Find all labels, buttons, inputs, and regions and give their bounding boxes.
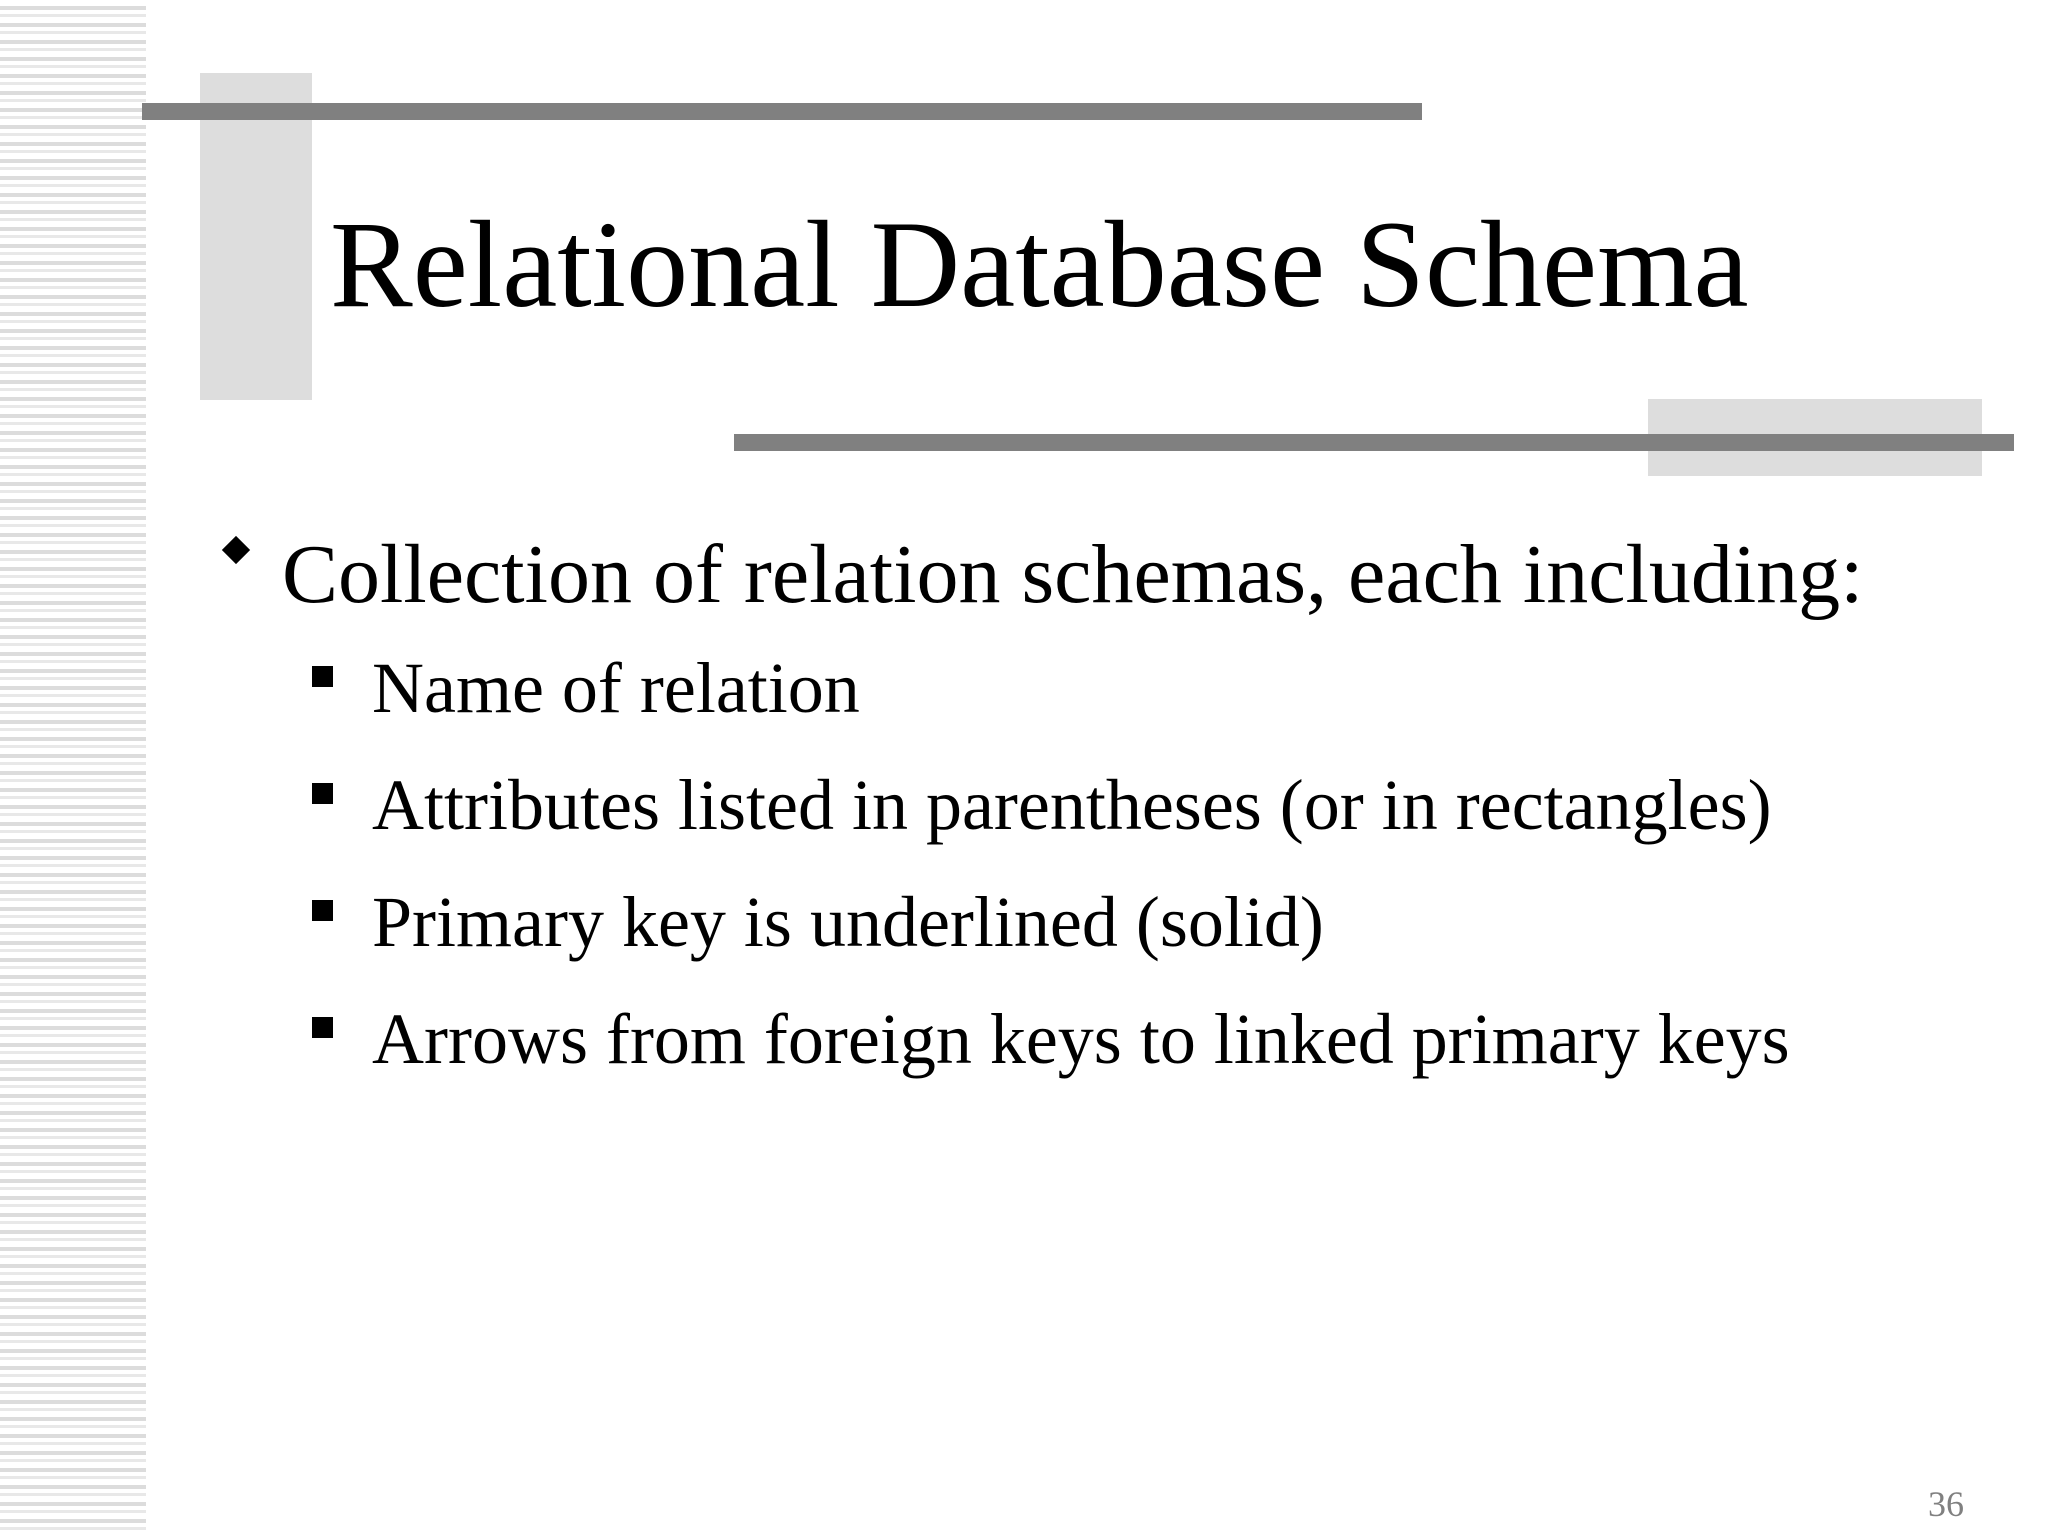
slide-number: 36	[1928, 1484, 1964, 1524]
sub-bullet-item	[210, 640, 2010, 757]
left-stripe-decoration	[0, 0, 146, 1536]
sub-bullet-item	[210, 991, 2010, 1108]
sub-bullet-text: Attributes listed in parentheses (or in rectangles)	[372, 765, 1772, 845]
bullet-text: Collection of relation schemas, each including:	[282, 528, 1864, 621]
square-bullet-icon	[312, 666, 333, 687]
slide-title: Relational Database Schema	[330, 196, 1749, 333]
title-bottom-rule	[734, 434, 2014, 451]
bullet-list	[210, 520, 2010, 1108]
sub-bullet-item	[210, 757, 2010, 874]
square-bullet-icon	[312, 1017, 333, 1038]
sub-bullet-item	[210, 874, 2010, 991]
sub-bullet-text: Primary key is underlined (solid)	[372, 882, 1324, 962]
square-bullet-icon	[312, 783, 333, 804]
title-top-rule	[142, 103, 1422, 120]
title-vertical-accent-block	[200, 73, 312, 400]
diamond-bullet-icon	[222, 536, 250, 564]
sub-bullet-text: Name of relation	[372, 648, 860, 728]
sub-bullet-text: Arrows from foreign keys to linked primary keys	[372, 999, 1790, 1079]
square-bullet-icon	[312, 900, 333, 921]
bullet-item	[210, 520, 2010, 640]
